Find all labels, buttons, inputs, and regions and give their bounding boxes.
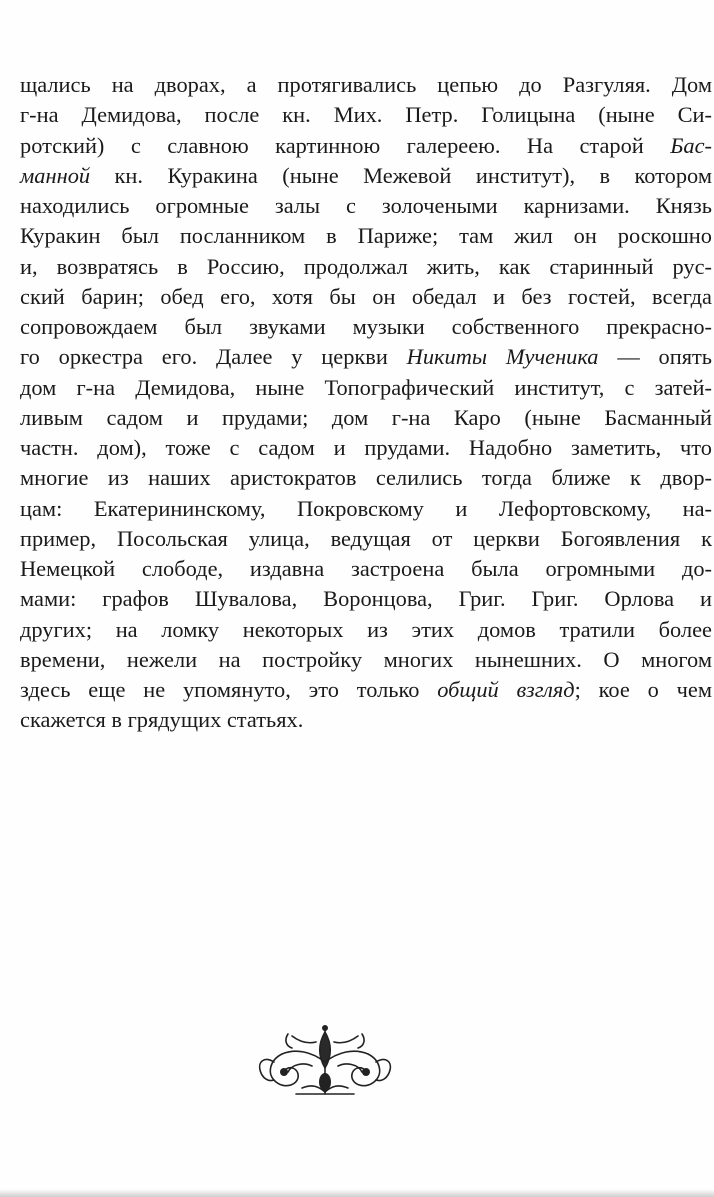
line-text: Куракин был посланником в Париже; там жил он роскошно (20, 223, 712, 249)
text-line (20, 645, 712, 675)
text-line (20, 100, 712, 130)
line-text: находились огромные залы с золочеными карнизами. Князь (20, 193, 712, 218)
line-text: сопровождаем был звуками музыки собственного прекрасно- (20, 314, 712, 339)
line-text: скажется в грядущих статьях. (20, 707, 304, 733)
text-line (20, 584, 712, 614)
text-line (20, 282, 712, 312)
line-text: времени, нежели на постройку многих нынешних. О многом (20, 646, 712, 672)
line-text: многие из наших аристократов селились тогда ближе к двор- (20, 465, 712, 491)
line-text: частн. дом), тоже с садом и прудами. Надобно заметить, что (20, 435, 712, 460)
scan-edge (0, 1189, 714, 1197)
text-line (20, 494, 712, 524)
line-text: других; на ломку некоторых из этих домов тратили более (20, 616, 712, 642)
line-text: цам: Екатерининскому, Покровскому и Лефортовскому, на- (20, 495, 712, 521)
text-line (20, 312, 712, 342)
text-line (20, 705, 712, 735)
line-text: дом г-на Демидова, ныне Топографический институт, с затей- (20, 374, 712, 400)
line-text: г-на Демидова, после кн. Мих. Петр. Голицына (ныне Си- (20, 102, 712, 128)
text-line (20, 554, 712, 584)
text-line (20, 433, 712, 463)
line-text: и, возвратясь в Россию, продолжал жить, как старинный рус- (20, 253, 712, 279)
text-line (20, 191, 712, 221)
text-line (20, 131, 712, 161)
line-text: — опять (598, 344, 713, 370)
line-text: здесь еще не упомянуто, это только (20, 677, 438, 702)
acanthus-ornament-icon (252, 1022, 398, 1100)
text-line (20, 221, 712, 251)
text-line (20, 403, 712, 433)
text-line (20, 70, 712, 100)
line-text: ; кое о чем (574, 677, 713, 702)
italic-text: манной (20, 162, 91, 188)
line-text: мами: графов Шувалова, Воронцова, Григ. Григ. Орлова и (20, 586, 712, 612)
line-text: ский барин; обед его, хотя бы он обедал и без гостей, всегда (20, 283, 712, 309)
text-line (20, 463, 712, 493)
italic-text: общий взгляд (437, 677, 575, 702)
body-text (20, 70, 712, 736)
italic-text: Никиты Мученика (406, 344, 599, 370)
italic-text: Бас- (670, 132, 712, 158)
line-text: кн. Куракина (ныне Межевой институт), в котором (90, 162, 712, 188)
text-line (20, 615, 712, 645)
text-line (20, 373, 712, 403)
line-text: Немецкой слободе, издавна застроена была огромными до- (20, 556, 712, 581)
line-text: ливым садом и прудами; дом г-на Каро (ныне Басманный (20, 404, 712, 430)
line-text: го оркестра его. Далее у церкви (20, 344, 407, 370)
text-line (20, 675, 712, 705)
text-line (20, 342, 712, 372)
text-line (20, 161, 712, 191)
text-line (20, 524, 712, 554)
line-text: щались на дворах, а протягивались цепью до Разгуляя. Дом (20, 72, 712, 97)
text-line (20, 252, 712, 282)
line-text: ротский) с славною картинною галереею. На старой (20, 132, 671, 158)
line-text: пример, Посольская улица, ведущая от церкви Богоявления к (20, 525, 712, 551)
